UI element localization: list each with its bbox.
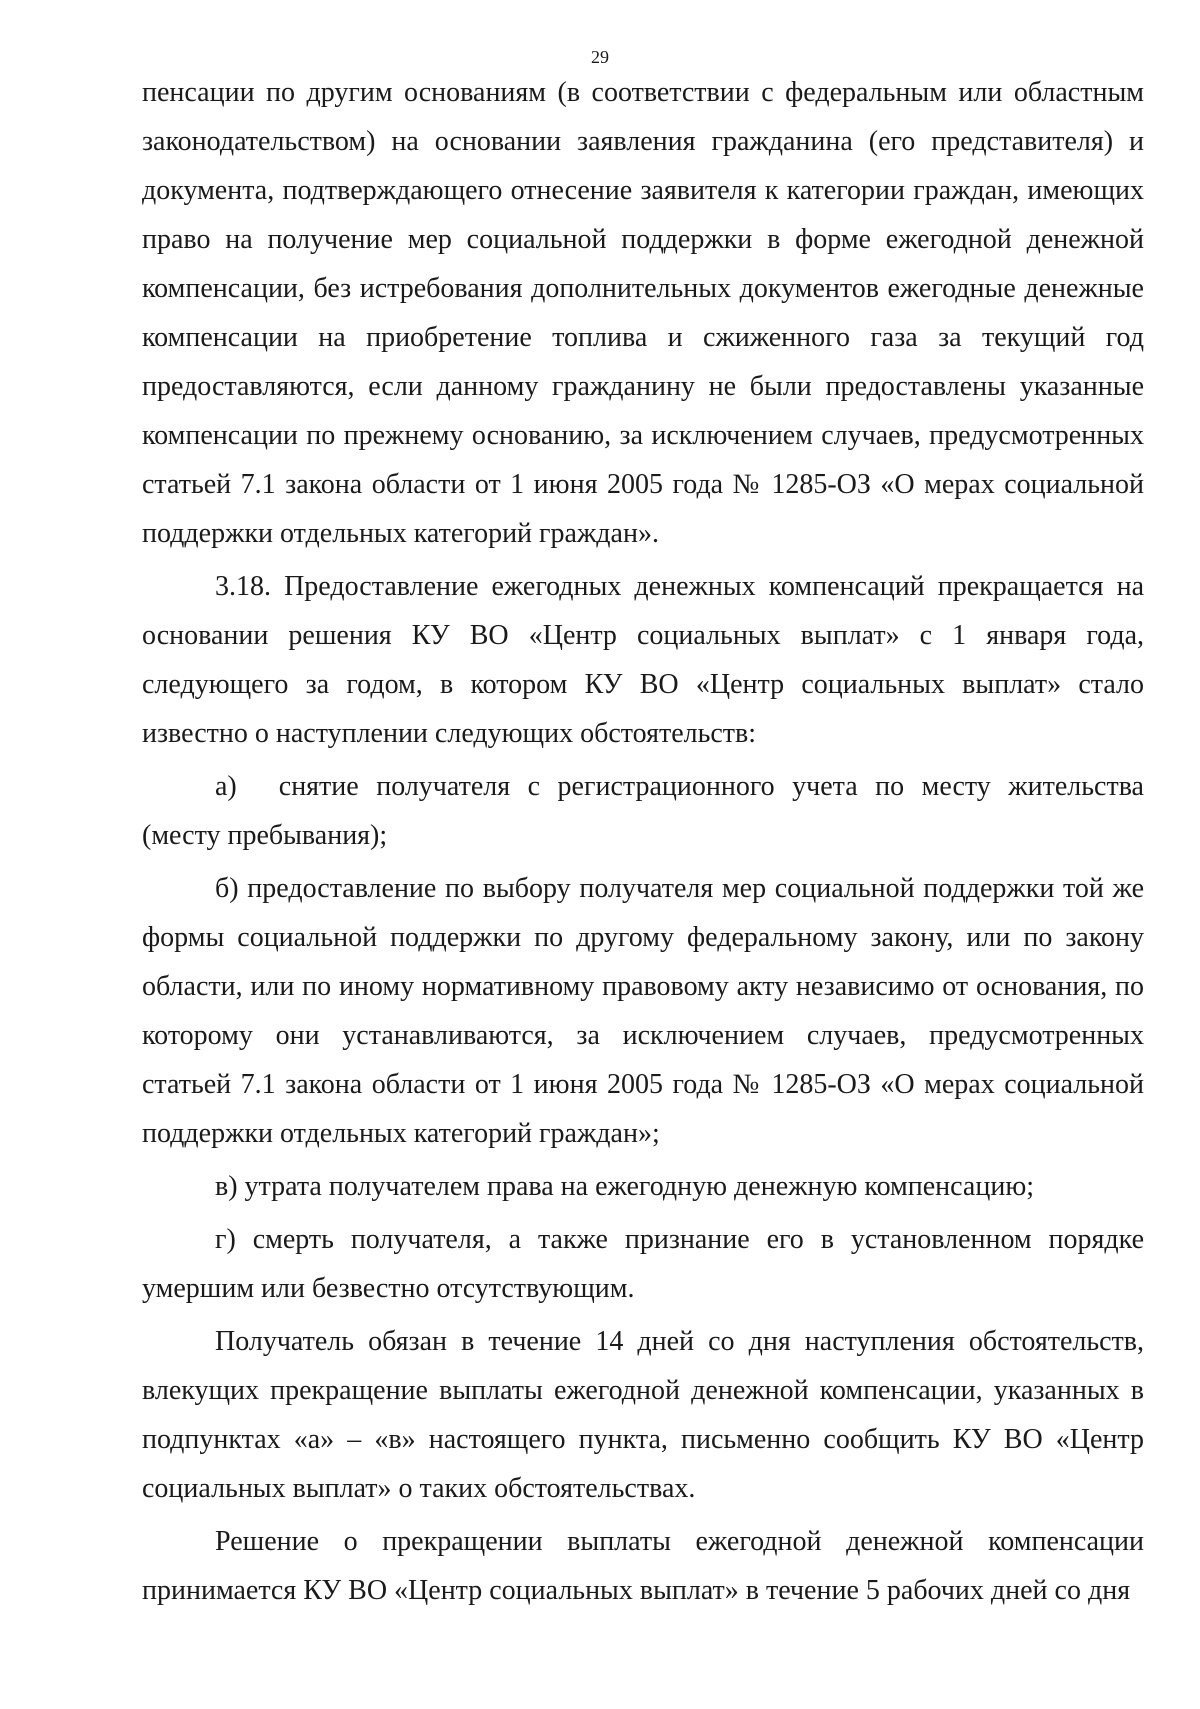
- list-item-g: г) смерть получателя, а также признание его в установленном порядке умершим или безвестно отсутствующим.: [142, 1224, 1144, 1304]
- list-text-a: снятие получателя с регистрационного учета по месту жительства (месту пребывания);: [142, 771, 1144, 851]
- paragraph-continuation: пенсации по другим основаниям (в соответствии с федеральным или областным законодательством) на основании заявления гражданина (его представителя) и документа, подтверждающего отнесение заявителя к категории граждан, имеющих право на получение мер социальной поддержки в форме ежегодной денежной компенсации, без истребования дополнительных документов ежегодные денежные компенсации на приобретение топлива и сжиженного газа за текущий год предоставляются, если данному гражданину не были предоставлены указанные компенсации по прежнему основанию, за исключением случаев, предусмотренных статьей 7.1 закона области от 1 июня 2005 года № 1285-ОЗ «О мерах социальной поддержки отдельных категорий граждан».: [142, 77, 1144, 549]
- paragraph-obligation: Получатель обязан в течение 14 дней со дня наступления обстоятельств, влекущих прекращение выплаты ежегодной денежной компенсации, указанных в подпунктах «а» – «в» настоящего пункта, письменно сообщить КУ ВО «Центр социальных выплат» о таких обстоятельствах.: [142, 1326, 1144, 1504]
- list-item-b: б) предоставление по выбору получателя мер социальной поддержки той же формы социальной поддержки по другому федеральному закону, или по закону области, или по иному нормативному правовому акту независимо от основания, по которому они устанавливаются, за исключением случаев, предусмотренных статьей 7.1 закона области от 1 июня 2005 года № 1285-ОЗ «О мерах социальной поддержки отдельных категорий граждан»;: [142, 873, 1144, 1149]
- document-body: [142, 68, 1144, 1615]
- list-item-v: в) утрата получателем права на ежегодную денежную компенсацию;: [215, 1171, 1035, 1202]
- list-item-a: [142, 762, 1144, 860]
- paragraph-decision: Решение о прекращении выплаты ежегодной денежной компенсации принимается КУ ВО «Центр социальных выплат» в течение 5 рабочих дней со дня: [142, 1526, 1144, 1606]
- page-number: 29: [591, 47, 609, 67]
- list-marker-a: а): [215, 771, 237, 802]
- paragraph-3-18: 3.18. Предоставление ежегодных денежных компенсаций прекращается на основании решения КУ ВО «Центр социальных выплат» с 1 января года, следующего за годом, в котором КУ ВО «Центр социальных выплат» стало известно о наступлении следующих обстоятельств:: [142, 571, 1144, 749]
